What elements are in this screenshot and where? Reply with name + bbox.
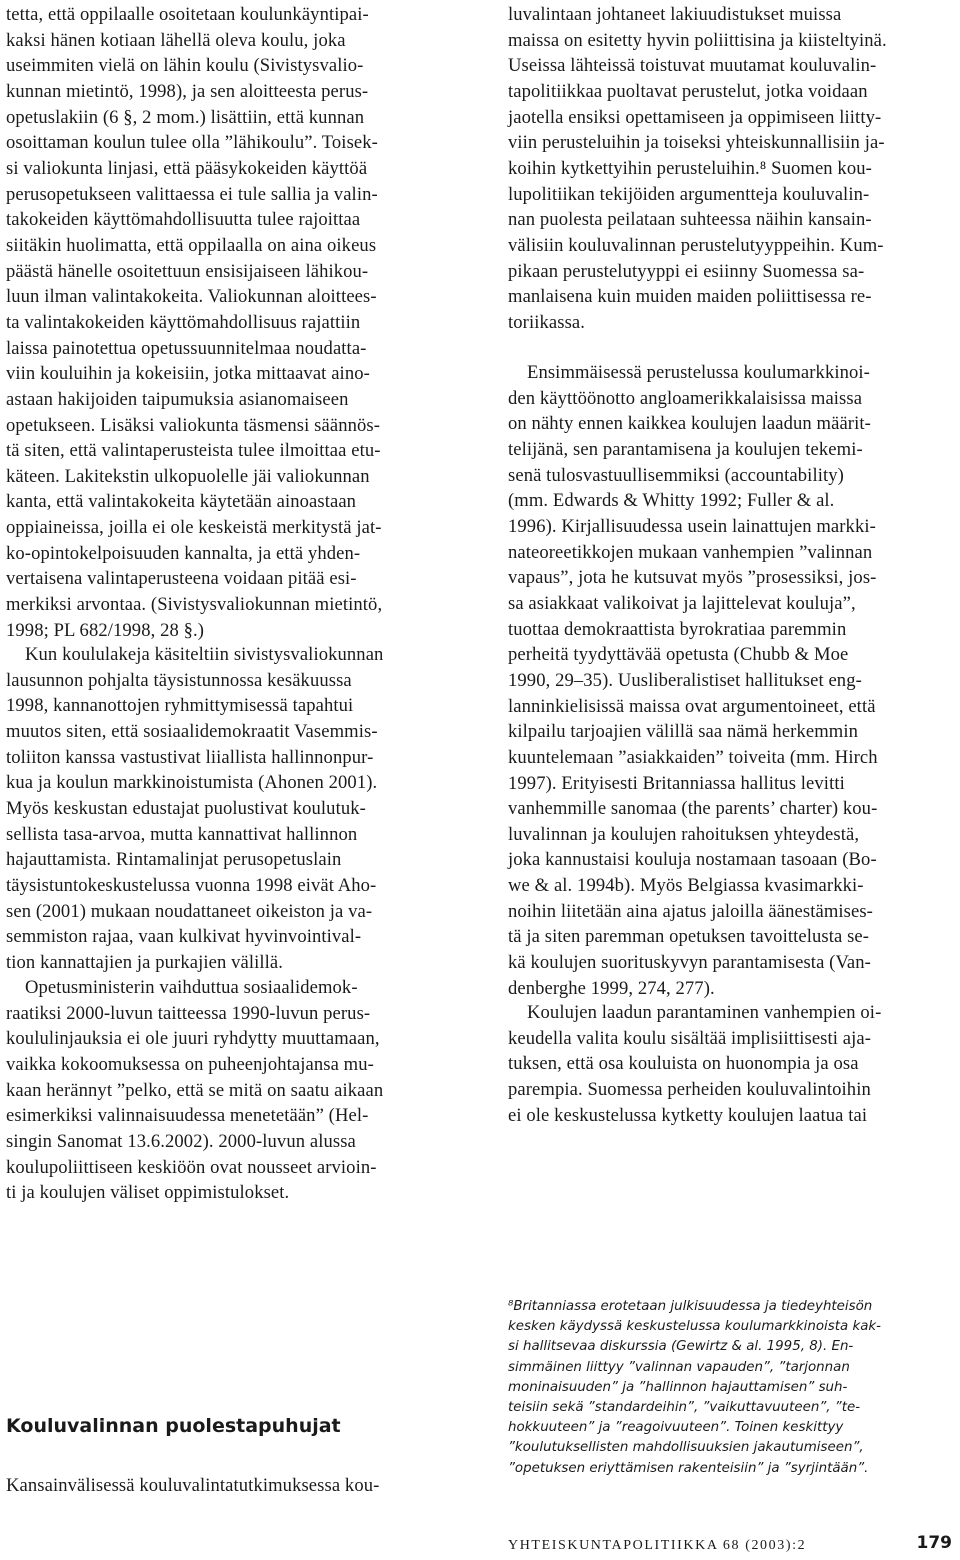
footnote: ⁸Britanniassa erotetaan julkisuudessa ja tiedeyhteisön kesken käydyssä keskustelussa koulumarkkinoista kak- si hallitsevaa diskurssia (Gewirtz & al. 1995, 8). En- simmäinen liittyy ”valinnan vapauden”, ”tarjonnan moninaisuuden” ja ”hallinnon hajauttamisen” suh- teisiin sekä ”standardeihin”, ”vaikuttavuuteen”, ”te- hokkuuteen” ja ”reagoivuuteen”. Toinen keskittyy ”koulutuksellisten mahdollisuuksien jakautumiseen”, ”opetuksen eriyttämisen rakenteisiin” ja ”syrjintään”. (508, 1299, 881, 1476)
body-paragraph: Koulujen laadun parantaminen vanhempien oi- keudella valita koulu sisältää implisiittisesti aja- tuksen, että osa kouluista on huonompia ja osa parempia. Suomessa perheiden kouluvalintoihin ei ole keskustelussa kytketty koulujen laatua tai (508, 1002, 882, 1126)
body-paragraph: Kansainvälisessä kouluvalintatutkimuksessa kou- (6, 1475, 380, 1496)
page-footer (508, 1533, 956, 1560)
body-paragraph: Kun koululakeja käsiteltiin sivistysvaliokunnan lausunnon pohjalta täysistunnossa kesäkuussa 1998, kannanottojen ryhmittymisessä tapahtui muutos siten, että sosiaalidemokraatit Vasemmis- toliiton kanssa vastustivat liiallista hallinnonpur- kua ja koulun markkinoistumista (Ahonen 2001). Myös keskustan edustajat puolustivat koulutuk- sellista tasa-arvoa, mutta kannattivat hallinnon hajauttamista. Rintamalinjat perusopetuslain täysistuntokeskustelussa vuonna 1998 eivät Aho- sen (2001) mukaan noudattaneet oikeiston ja va- semmiston rajaa, vaan kulkivat hyvinvointival- tion kannattajien ja purkajien välillä. (6, 644, 384, 973)
section-heading: Kouluvalinnan puolestapuhujat (6, 1415, 341, 1437)
journal-name: YHTEISKUNTAPOLITIIKKA 68 (2003):2 (508, 1538, 807, 1553)
body-paragraph: tetta, että oppilaalle osoitetaan koulunkäyntipai- kaksi hänen kotiaan lähellä oleva koulu, joka useimmiten vielä on lähin koulu (Sivistysvalio- kunnan mietintö, 1998), ja sen aloitteesta perus- opetuslakiin (6 §, 2 mom.) lisättiin, että kunnan osoittaman koulun tulee olla ”lähikoulu”. Toisek- si valiokunta linjasi, että pääsykokeiden käyttöä perusopetukseen valittaessa ei tule sallia ja valin- takokeiden käyttömahdollisuutta tulee rajoittaa siitäkin huolimatta, että oppilaalla on aina oikeus päästä hänelle osoitettuun ensisijaiseen lähikou- luun ilman valintakokeita. Valiokunnan aloittees- ta valintakokeiden käyttömahdollisuus rajattiin laissa painotettua opetussuunnitelmaa noudatta- viin kouluihin ja kokeisiin, jotka mittaavat aino- astaan hakijoiden taipumuksia asianomaiseen opetukseen. Lisäksi valiokunta täsmensi säännös- tä siten, että valintaperusteista tulee ilmoittaa etu- käteen. Lakitekstin ulkopuolelle jäi valiokunnan kanta, että valintakokeita käytetään ainoastaan oppiaineissa, joilla ei ole keskeistä merkitystä jat- ko-opintokelpoisuuden kannalta, ja että yhden- vertaisena valintaperusteena voidaan pitää esi- merkiksi arvontaa. (Sivistysvaliokunnan mietintö, 1998; PL 682/1998, 28 §.) (6, 4, 383, 641)
body-paragraph: Opetusministerin vaihduttua sosiaalidemok- raatiksi 2000-luvun taitteessa 1990-luvun perus- koululinjauksia ei ole juuri ryhdytty muuttamaan, vaikka kokoomuksessa on puheenjohtajansa mu- kaan herännyt ”pelko, että se mitä on saatu aikaan esimerkiksi valinnaisuudessa menetetään” (Hel- singin Sanomat 13.6.2002). 2000-luvun alussa koulupoliittiseen keskiöön ovat nousseet arvioin- ti ja koulujen väliset oppimistulokset. (6, 977, 384, 1204)
body-paragraph: luvalintaan johtaneet lakiuudistukset muissa maissa on esitetty hyvin poliittisina ja kiisteltyinä. Useissa lähteissä toistuvat muutamat kouluvalin- tapolitiikkaa puoltavat perustelut, jotka voidaan jaotella ensiksi opettamiseen ja oppimiseen liitty- viin perusteluihin ja toiseksi yhteiskunnallisiin ja- koihin kytkettyihin perusteluihin.⁸ Suomen kou- lupolitiikan tekijöiden argumentteja kouluvalin- nan puolesta peilataan suhteessa näihin kansain- välisiin kouluvalinnan perustelutyyppeihin. Kum- pikaan perustelutyyppi ei esiinny Suomessa sa- manlaisena kuin muiden maiden poliittisessa re- toriikassa. (508, 4, 887, 333)
page-number: 179 (916, 1533, 952, 1553)
body-paragraph: Ensimmäisessä perustelussa koulumarkkinoi- den käyttöönotto angloamerikkalaisissa maissa on nähty ennen kaikkea koulujen laadun määrit- telijänä, sen parantamisena ja koulujen tekemi- senä tulosvastuullisemmiksi (accountability) (mm. Edwards & Whitty 1992; Fuller & al. 1996). Kirjallisuudessa usein lainattujen markki- nateoreetikkojen mukaan vanhempien ”valinnan vapaus”, jota he kutsuvat myös ”prosessiksi, jos- sa asiakkaat valikoivat ja lajittelevat kouluja”, tuottaa demokraattista byrokratiaa paremmin perheitä tyydyttävää opetusta (Chubb & Moe 1990, 29–35). Uusliberalistiset hallitukset eng- lanninkielisissä maissa ovat argumentoineet, että kilpailu tarjoajien välillä saa nämä herkemmin kuuntelemaan ”asiakkaiden” toiveita (mm. Hirch 1997). Erityisesti Britanniassa hallitus levitti vanhemmille sanomaa (the parents’ charter) kou- luvalinnan ja koulujen rahoituksen yhteydestä, joka kannustaisi kouluja nostamaan tasoaan (Bo- we & al. 1994b). Myös Belgiassa kvasimarkki- noihin liitetään aina ajatus jaloilla äänestämises- tä ja siten paremman opetuksen tavoittelusta se- kä koulujen suorituskyvyn parantamisesta (Van- denberghe 1999, 274, 277). (508, 362, 878, 999)
